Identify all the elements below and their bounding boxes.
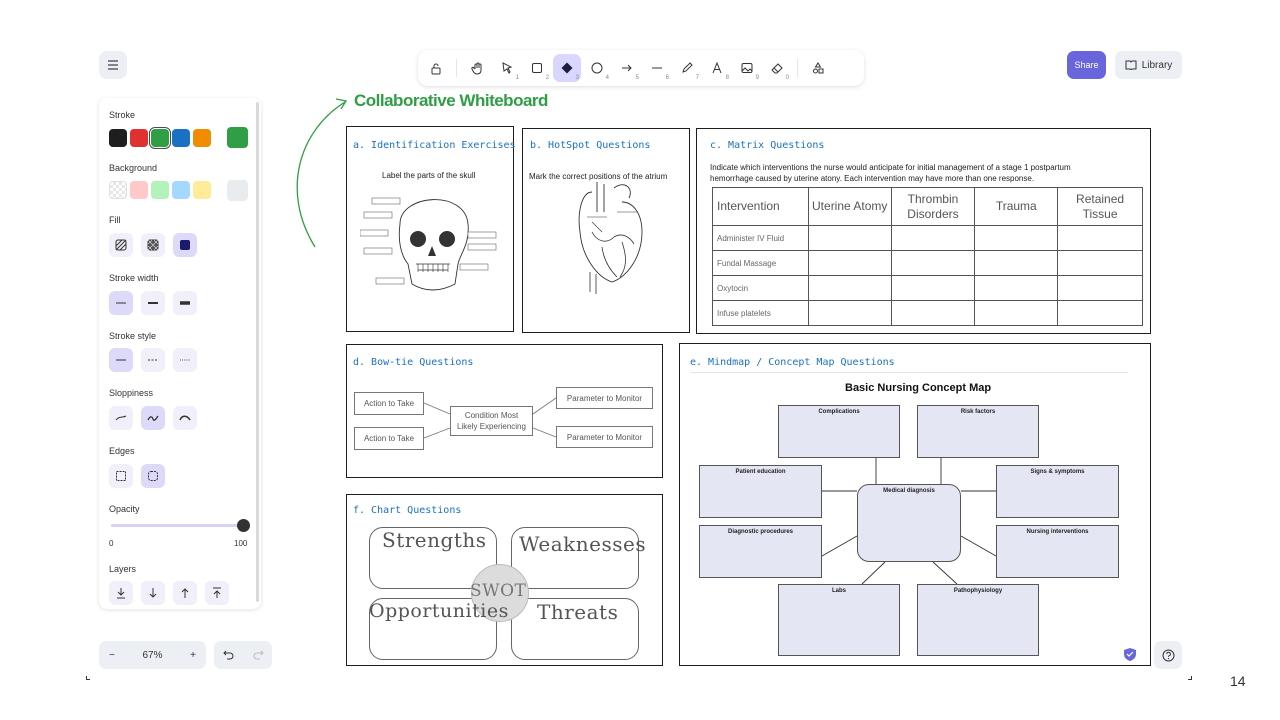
concept-pathophysiology[interactable]	[917, 584, 1039, 656]
concept-labs[interactable]	[778, 584, 900, 656]
concept-label: Labs	[831, 588, 846, 594]
swot-strengths-label: Strengths	[382, 528, 487, 552]
concept-label: Signs & symptoms	[1030, 469, 1085, 475]
identification-subtitle: Label the parts of the skull	[382, 171, 476, 180]
swot-threats-label: Threats	[537, 600, 619, 624]
shortcut-number: 3	[575, 75, 579, 81]
stroke-width-label: Stroke width	[109, 273, 159, 283]
slide-corner-mark	[86, 676, 90, 680]
zoom-level[interactable]: 67%	[142, 649, 163, 661]
stroke-label: Stroke	[109, 110, 136, 120]
concept-map-heading: Basic Nursing Concept Map	[845, 382, 992, 394]
concept-label: Medical diagnosis	[883, 488, 935, 494]
matrix-prompt-line2: hemorrhage caused by uterine atony. Each intervention may have more than one response.	[710, 174, 1035, 183]
bowtie-parameter-1[interactable]: Parameter to Monitor	[556, 387, 653, 409]
concept-label: Patient education	[735, 469, 786, 475]
concept-label: Complications	[818, 409, 860, 415]
matrix-header: Trauma	[975, 188, 1058, 226]
slide-corner-mark	[1188, 676, 1192, 680]
page-number: 14	[1230, 673, 1246, 689]
shortcut-number: 7	[695, 75, 699, 81]
concept-diagnostic-procedures[interactable]	[699, 525, 822, 578]
matrix-title: c. Matrix Questions	[710, 140, 825, 151]
matrix-prompt-line1: Indicate which interventions the nurse would anticipate for initial management of a stage 1 postpartum	[710, 163, 1071, 172]
swot-opportunities-label: Opportunities	[369, 600, 509, 622]
swot-weaknesses-label: Weaknesses	[519, 532, 647, 556]
stroke-style-label: Stroke style	[109, 331, 157, 341]
help-button[interactable]	[1154, 641, 1182, 669]
concept-label: Diagnostic procedures	[727, 529, 793, 535]
opacity-max: 100	[234, 539, 248, 548]
opacity-min: 0	[109, 539, 114, 548]
layers-label: Layers	[109, 564, 137, 574]
opacity-label: Opacity	[109, 504, 140, 514]
concept-complications[interactable]	[778, 405, 900, 458]
shield-icon[interactable]	[1123, 647, 1137, 662]
swot-title: f. Chart Questions	[353, 505, 462, 516]
concept-nursing-interventions[interactable]	[996, 525, 1119, 578]
concept-medical-diagnosis[interactable]	[857, 484, 961, 562]
edges-label: Edges	[109, 446, 135, 456]
shortcut-number: 9	[755, 75, 759, 81]
swot-center-label: SWOT	[470, 581, 527, 601]
fill-label: Fill	[109, 215, 121, 225]
hotspot-subtitle: Mark the correct positions of the atrium	[529, 172, 668, 181]
background-label: Background	[109, 163, 158, 173]
shortcut-number: 0	[785, 75, 789, 81]
concept-risk-factors[interactable]	[917, 405, 1039, 458]
bowtie-parameter-2[interactable]: Parameter to Monitor	[556, 426, 653, 448]
concept-label: Risk factors	[960, 409, 996, 415]
concept-label: Pathophysiology	[953, 588, 1003, 594]
matrix-header: Retained Tissue	[1058, 188, 1143, 226]
zoom-in-button[interactable]: +	[190, 649, 196, 661]
library-label: Library	[1141, 59, 1173, 71]
shortcut-number: 2	[545, 75, 549, 81]
whiteboard-title[interactable]: Collaborative Whiteboard	[354, 91, 548, 110]
shortcut-number: 4	[605, 75, 609, 81]
share-button[interactable]: Share	[1067, 51, 1106, 79]
matrix-header: Uterine Atomy	[808, 188, 891, 226]
matrix-row-label: Oxytocin	[713, 276, 809, 301]
identification-title: a. Identification Exercises	[353, 140, 516, 151]
concept-label: Nursing interventions	[1026, 529, 1089, 535]
matrix-header: Thrombin Disorders	[891, 188, 975, 226]
bowtie-action-2[interactable]: Action to Take	[354, 427, 424, 450]
sloppiness-label: Sloppiness	[109, 388, 154, 398]
shortcut-number: 5	[635, 75, 639, 81]
concept-signs-symptoms[interactable]	[996, 465, 1119, 518]
help-icon	[1162, 649, 1175, 662]
shortcut-number: 1	[515, 75, 519, 81]
concept-map-title: e. Mindmap / Concept Map Questions	[690, 357, 895, 368]
bowtie-title: d. Bow-tie Questions	[353, 357, 474, 368]
matrix-row-label: Infuse platelets	[713, 301, 809, 326]
matrix-row-label: Administer IV Fluid	[713, 226, 809, 251]
shortcut-number: 6	[665, 75, 669, 81]
bowtie-condition[interactable]: Condition Most Likely Experiencing	[450, 406, 533, 436]
hotspot-title: b. HotSpot Questions	[530, 140, 651, 151]
zoom-out-button[interactable]: −	[109, 649, 115, 661]
matrix-header: Intervention	[713, 188, 809, 226]
bowtie-action-1[interactable]: Action to Take	[354, 392, 424, 415]
matrix-row-label: Fundal Massage	[713, 251, 809, 276]
concept-patient-education[interactable]	[699, 465, 822, 518]
shortcut-number: 8	[725, 75, 729, 81]
